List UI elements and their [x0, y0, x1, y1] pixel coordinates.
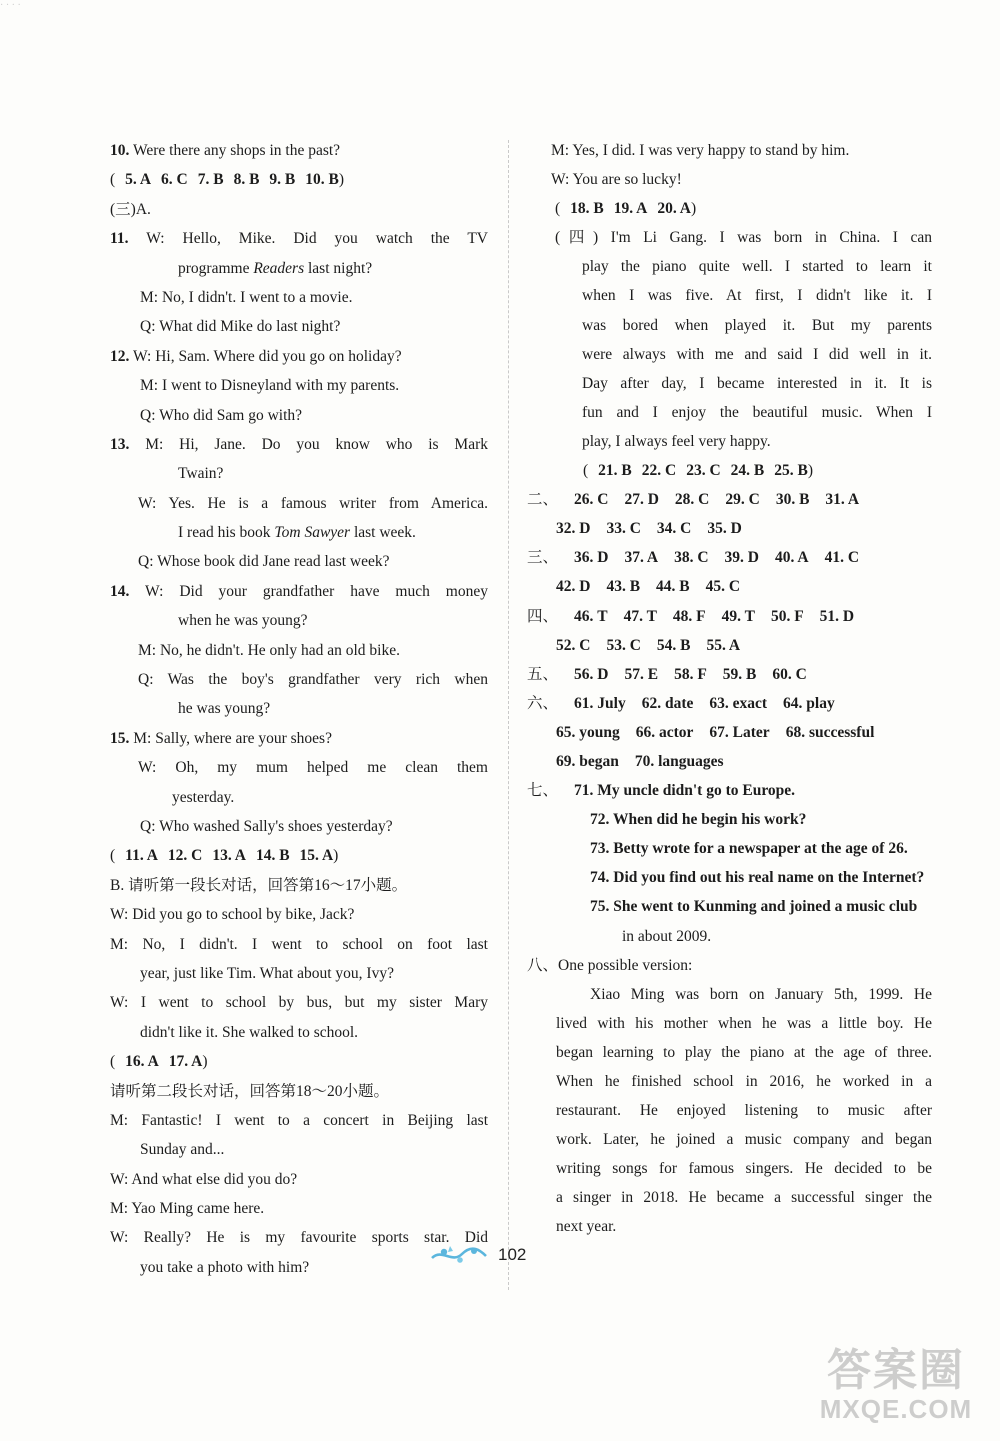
corner-mark: · · · · [0, 0, 21, 11]
answer-item: 46. T [574, 607, 608, 625]
close-paren: ) [807, 462, 814, 480]
watermark-logo: 答案圈 [827, 1345, 965, 1396]
answer-item: 32. D [556, 520, 591, 538]
left-line: Q: What did Mike do last night? [140, 318, 341, 336]
right-line [527, 718, 932, 747]
right-line: began learning to play the piano at the age of three. [556, 1043, 932, 1061]
answer-item: 58. F [674, 665, 707, 683]
answer-item: 16. A [125, 1053, 159, 1071]
answer-item: 47. T [623, 607, 657, 625]
answer-item: 51. D [819, 607, 855, 625]
left-line: W: Did you go to school by bike, Jack? [110, 906, 355, 924]
answer-item: 63. exact [709, 694, 768, 712]
answer-item: 17. A [168, 1053, 203, 1071]
answer-item: 41. C [824, 549, 860, 567]
answer-item: 6. C [161, 171, 188, 189]
right-line: writing songs for famous singers. He decided to be [556, 1160, 932, 1178]
right-line [527, 660, 932, 689]
right-line [527, 602, 932, 631]
watermark-site: MXQE.COM [819, 1394, 973, 1424]
answer-item: 64. play [783, 694, 835, 712]
left-line: M: No, I didn't. I went to school on foot last [110, 935, 488, 953]
answer-item: 65. young [556, 723, 620, 741]
left-line: 请听第二段长对话，回答第18～20小题。 [110, 1082, 390, 1100]
left-line: 14. W: Did your grandfather have much money [110, 582, 488, 600]
open-paren: ( [110, 1053, 116, 1071]
answer-item: 49. T [721, 607, 755, 625]
left-column [110, 136, 488, 1282]
right-line: in about 2009. [622, 927, 712, 945]
answer-item: 35. D [707, 520, 742, 538]
right-line [527, 572, 932, 601]
right-line [527, 631, 932, 660]
answer-item: 9. B [269, 171, 296, 189]
right-line: work. Later, he joined a music company and began [556, 1131, 932, 1149]
left-line: M: Yao Ming came here. [110, 1200, 265, 1218]
left-line: Twain? [178, 465, 224, 483]
answer-item: 22. C [641, 462, 677, 480]
left-line: Q: Who did Sam go with? [140, 406, 303, 424]
left-line: Q: Was the boy's grandfather very rich when [138, 671, 488, 689]
right-line: a singer in 2018. He became a successful singer the [556, 1189, 932, 1207]
answer-item: 45. C [705, 578, 741, 596]
answer-item: 53. C [606, 636, 641, 654]
answer-item: 11. A [125, 847, 158, 865]
answer-item: 72. When did he begin his work? [590, 811, 807, 829]
answer-item: 14. B [255, 847, 290, 865]
answer-item: 44. B [656, 578, 690, 596]
close-paren: ) [333, 847, 339, 865]
answer-item: 62. date [641, 694, 694, 712]
page-footer [430, 1244, 526, 1266]
left-line: W: Yes. He is a famous writer from America. [138, 494, 488, 512]
right-line: play, I always feel very happy. [582, 432, 771, 450]
answer-item: 12. C [167, 847, 203, 865]
answer-item: 21. B [598, 462, 632, 480]
answer-item: 68. successful [785, 723, 875, 741]
left-line: W: I went to school by bus, but my sister Mary [110, 994, 488, 1012]
answer-item: 54. B [656, 636, 691, 654]
answer-item: 24. B [730, 462, 765, 480]
answer-item: 19. A [613, 200, 648, 218]
answer-item: 59. B [722, 665, 757, 683]
right-line: when I was five. At first, I didn't like it. I [582, 287, 932, 305]
left-line: programme Readers last night? [178, 259, 373, 277]
right-line: fun and I enjoy the beautiful music. When I [582, 403, 932, 421]
left-line: Sunday and... [140, 1141, 225, 1159]
right-column [527, 136, 932, 1242]
right-line [527, 456, 932, 485]
open-paren: ( [555, 200, 561, 218]
left-line: W: And what else did you do? [110, 1170, 298, 1188]
left-line: he was young? [178, 700, 271, 718]
close-paren: ) [690, 200, 697, 218]
answer-item: 33. C [606, 520, 641, 538]
left-line: year, just like Tim. What about you, Ivy? [140, 964, 394, 982]
left-line: yesterday. [172, 788, 235, 806]
right-line [527, 543, 932, 572]
left-line: M: No, I didn't. I went to a movie. [140, 288, 353, 306]
close-paren: ) [202, 1053, 208, 1071]
answer-item: 37. A [624, 549, 659, 567]
left-line [110, 1047, 488, 1076]
answer-item: 13. A [212, 847, 246, 865]
right-line [527, 863, 932, 892]
left-line: M: I went to Disneyland with my parents. [140, 377, 400, 395]
watermark [816, 1347, 976, 1423]
right-line [527, 776, 932, 805]
left-line [110, 841, 488, 870]
right-line [527, 194, 932, 223]
answer-item: 57. E [624, 665, 659, 683]
right-line: were always with me and said I did well in it. [582, 345, 932, 363]
answer-item: 66. actor [635, 723, 694, 741]
answer-item: 27. D [624, 491, 659, 509]
right-line: Day after day, I became interested in it. It is [582, 374, 932, 392]
answer-item: 56. D [574, 665, 609, 683]
left-line: 13. M: Hi, Jane. Do you know who is Mark [110, 435, 488, 453]
open-paren: ( [110, 171, 116, 189]
answer-item: 74. Did you find out his real name on the Internet? [590, 869, 925, 887]
answer-item: 15. A [299, 847, 334, 865]
left-line: 12. W: Hi, Sam. Where did you go on holiday? [110, 347, 402, 365]
page-number: 102 [498, 1245, 527, 1264]
answer-item: 71. My uncle didn't go to Europe. [574, 782, 796, 800]
left-line [110, 165, 488, 194]
right-line [527, 747, 932, 776]
section-number: 六、 [527, 694, 559, 712]
answer-item: 10. B [305, 171, 339, 189]
answer-item: 60. C [772, 665, 807, 683]
right-line: 八、One possible version: [527, 956, 693, 974]
left-line: M: Fantastic! I went to a concert in Beijing last [110, 1111, 488, 1129]
open-paren: ( [583, 462, 589, 480]
answer-item: 28. C [674, 491, 710, 509]
answer-item: 48. F [672, 607, 706, 625]
left-line: Q: Whose book did Jane read last week? [138, 553, 390, 571]
close-paren: ) [338, 171, 345, 189]
right-line: lived with his mother when he was a little boy. He [556, 1014, 932, 1032]
right-line [527, 805, 932, 834]
flower-ornament-icon [430, 1244, 488, 1266]
column-divider [508, 140, 509, 1290]
answer-item: 70. languages [634, 752, 724, 770]
answer-item: 31. A [825, 491, 860, 509]
right-line [527, 892, 932, 921]
answer-item: 23. C [686, 462, 721, 480]
answer-item: 52. C [556, 636, 591, 654]
answer-item: 40. A [774, 549, 809, 567]
open-paren: ( [110, 847, 116, 865]
right-line: play the piano quite well. I started to learn it [582, 258, 932, 276]
right-line: W: You are so lucky! [551, 171, 682, 189]
left-line: Q: Who washed Sally's shoes yesterday? [140, 817, 393, 835]
answer-item: 30. B [775, 491, 810, 509]
answer-item: 34. C [656, 520, 692, 538]
answer-item: 69. began [556, 752, 619, 770]
right-line: Xiao Ming was born on January 5th, 1999. He [590, 985, 932, 1003]
section-number: 七、 [527, 782, 559, 800]
left-line: didn't like it. She walked to school. [140, 1023, 359, 1041]
left-line: M: No, he didn't. He only had an old bike. [138, 641, 400, 659]
section-number: 五、 [527, 665, 559, 683]
answer-item: 8. B [233, 171, 260, 189]
section-number: 三、 [527, 549, 559, 567]
answer-item: 38. C [674, 549, 709, 567]
right-line: M: Yes, I did. I was very happy to stand by him. [551, 142, 850, 159]
left-line: I read his book Tom Sawyer last week. [178, 524, 416, 542]
answer-item: 67. Later [709, 723, 770, 741]
answer-item: 42. D [556, 578, 591, 596]
right-line [527, 485, 932, 514]
left-line: B. 请听第一段长对话，回答第16～17小题。 [110, 876, 408, 894]
answer-item: 7. B [197, 171, 224, 189]
answer-item: 5. A [125, 171, 152, 189]
answer-item: 75. She went to Kunming and joined a music club [590, 898, 918, 916]
right-line: next year. [556, 1218, 617, 1236]
right-line: (四) I'm Li Gang. I was born in China. I can [555, 229, 932, 247]
left-line: 10. Were there any shops in the past? [110, 142, 341, 159]
left-line: when he was young? [178, 612, 308, 630]
answer-item: 50. F [770, 607, 804, 625]
answer-item: 25. B [774, 462, 808, 480]
right-line [527, 689, 932, 718]
right-line [527, 834, 932, 863]
left-line: (三)A. [110, 200, 151, 218]
answer-item: 18. B [570, 200, 604, 218]
answer-item: 26. C [574, 491, 609, 509]
right-line: restaurant. He enjoyed listening to music after [556, 1102, 932, 1120]
answer-item: 39. D [724, 549, 759, 567]
left-line: 15. M: Sally, where are your shoes? [110, 729, 332, 747]
answer-item: 36. D [574, 549, 609, 567]
answer-item: 20. A [657, 200, 691, 218]
left-line: W: Really? He is my favourite sports star. Did [110, 1229, 488, 1247]
section-number: 四、 [527, 607, 559, 625]
answer-item: 55. A [706, 636, 741, 654]
right-line: was bored when played it. But my parents [582, 316, 932, 334]
left-line: W: Oh, my mum helped me clean them [138, 759, 488, 777]
right-line [527, 514, 932, 543]
answer-item: 43. B [606, 578, 641, 596]
answer-item: 73. Betty wrote for a newspaper at the age of 26. [590, 840, 908, 858]
answer-item: 29. C [725, 491, 760, 509]
section-number: 二、 [527, 491, 559, 509]
left-line: you take a photo with him? [140, 1258, 310, 1276]
left-line: 11. W: Hello, Mike. Did you watch the TV [110, 230, 488, 248]
answer-item: 61. July [574, 694, 626, 712]
right-line: When he finished school in 2016, he worked in a [556, 1073, 932, 1090]
